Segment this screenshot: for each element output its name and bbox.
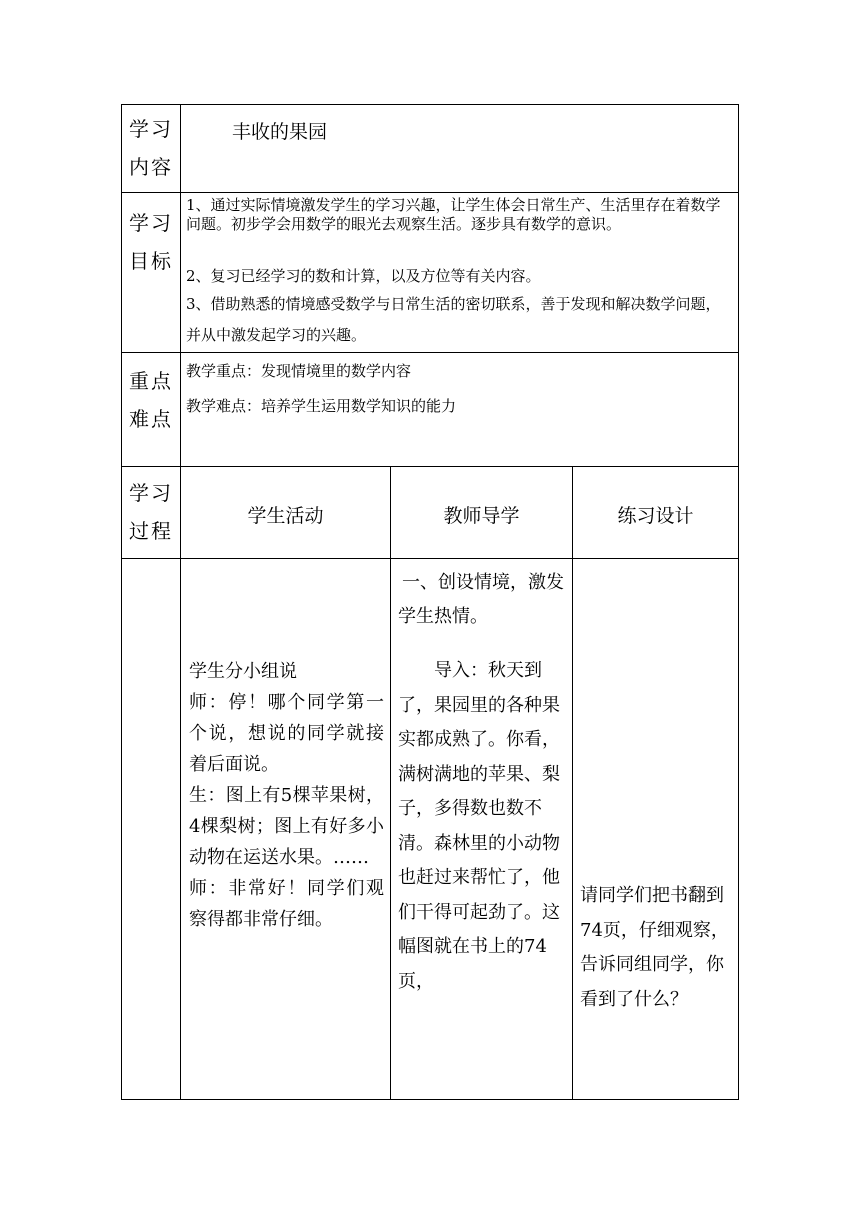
label-column-divider <box>180 104 181 1100</box>
column-divider <box>390 466 391 1100</box>
table-border-top <box>121 104 739 105</box>
teacher-guide-heading: 一、创设情境，激发学生热情。 <box>398 572 564 627</box>
table-border-left <box>121 104 122 1100</box>
table-border-right <box>738 104 739 1100</box>
goal-item-3: 3、借助熟悉的情境感受数学与日常生活的密切联系，善于发现和解决数学问题，并从中激发起学习的兴趣。 <box>186 295 721 344</box>
lesson-title: 丰收的果园 <box>232 121 328 143</box>
practice-design-header: 练习设计 <box>617 505 694 527</box>
student-activity-header: 学生活动 <box>247 505 324 527</box>
table-border-bottom <box>121 1099 739 1100</box>
row-divider <box>121 192 739 193</box>
goals-label: 学习目标 <box>129 211 173 273</box>
row-divider <box>121 466 739 467</box>
teaching-difficulty: 教学难点：培养学生运用数学知识的能力 <box>186 397 457 415</box>
teaching-focus: 教学重点：发现情境里的数学内容 <box>186 362 412 380</box>
key-points-label: 重点难点 <box>129 369 173 431</box>
student-activity-text: 学生分小组说 师：停！哪个同学第一个说，想说的同学就接着后面说。 生：图上有5棵苹果树，4棵梨树；图上有好多小动物在运送水果。…… 师：非常好！同学们观察得都非常仔细。 <box>189 661 384 930</box>
goal-item-2: 2、复习已经学习的数和计算，以及方位等有关内容。 <box>186 267 541 285</box>
process-label: 学习过程 <box>129 481 173 543</box>
column-divider <box>572 466 573 1100</box>
content-label: 学习内容 <box>129 117 173 179</box>
goal-item-1: 1、通过实际情境激发学生的学习兴趣，让学生体会日常生产、生活里存在着数学问题。初步学会用数学的眼光去观察生活。逐步具有数学的意识。 <box>186 196 721 233</box>
practice-design-text: 请同学们把书翻到74页，仔细观察，告诉同组同学，你看到了什么？ <box>580 885 729 1010</box>
row-divider <box>121 558 739 559</box>
teacher-guide-text: 导入：秋天到了，果园里的各种果实都成熟了。你看，满树满地的苹果、梨子，多得数也数不清。森林里的小动物也赶过来帮忙了，他们干得可起劲了。这幅图就在书上的74页， <box>398 660 560 992</box>
row-divider <box>121 352 739 353</box>
teacher-guide-header: 教师导学 <box>443 505 520 527</box>
